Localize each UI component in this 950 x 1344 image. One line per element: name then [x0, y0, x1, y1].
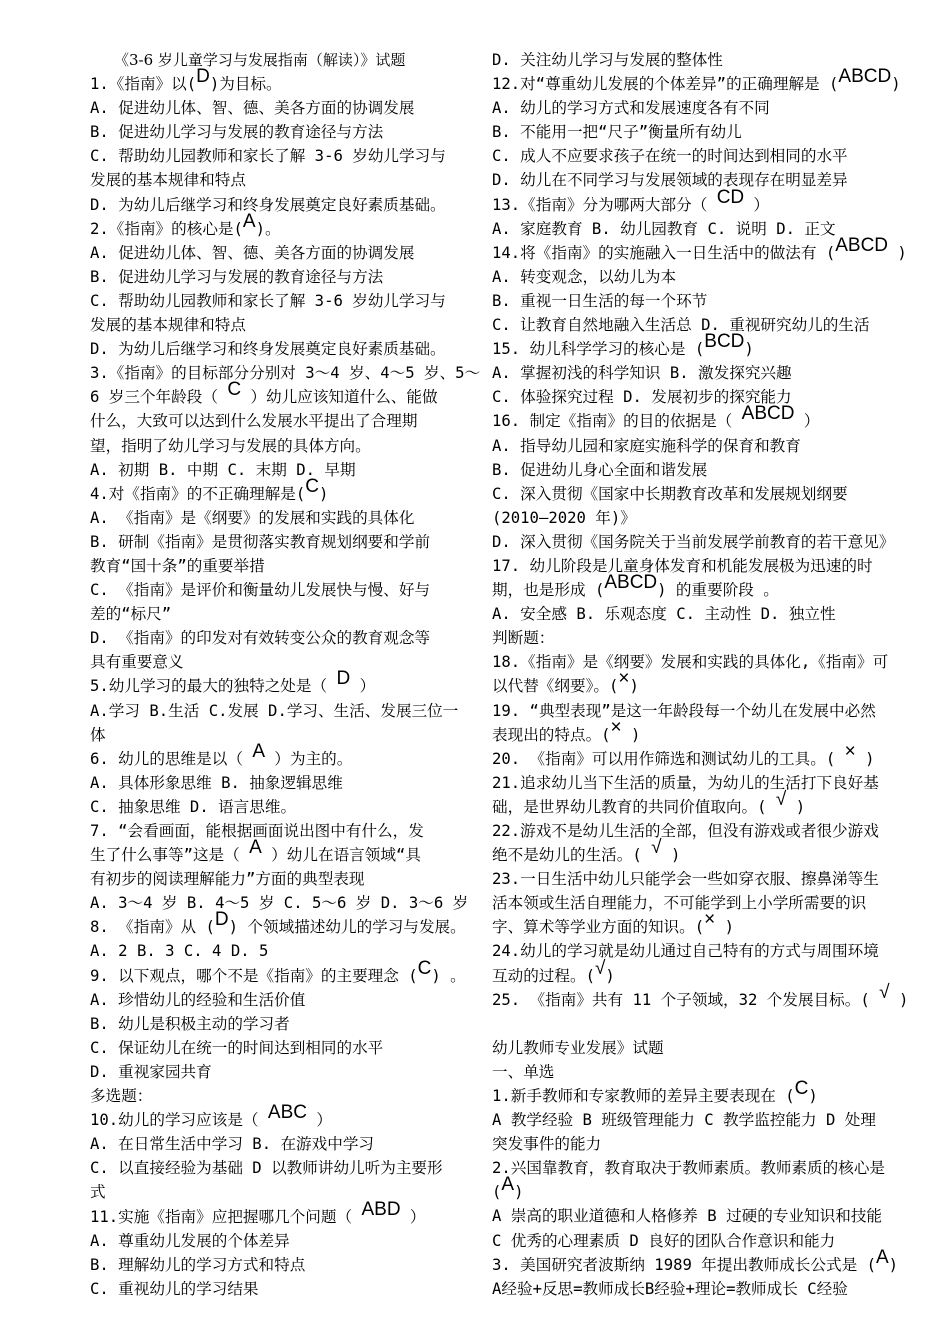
line-text: 以代替《纲要》。(: [492, 677, 619, 696]
line-text-tail: ）为主的。: [265, 749, 353, 768]
line-text-tail: ）幼儿应该知道什么、能做: [241, 388, 438, 407]
text-line: [90, 313, 465, 337]
line-text: 多选题：: [90, 1087, 153, 1106]
line-text: C. 以直接经验为基础 D 以教师讲幼儿听为主要形: [90, 1159, 443, 1178]
line-text: 发展的基本规律和特点: [90, 316, 246, 335]
line-text: 一、单选: [492, 1062, 555, 1081]
text-line: [90, 578, 465, 602]
text-line: [90, 554, 465, 578]
line-text-tail: ) 的重要阶段 。: [657, 581, 779, 600]
line-text: 什么，大致可以达到什么发展水平提出了合理期: [90, 412, 418, 431]
line-text: D. 幼儿在不同学习与发展领域的表现存在明显差异: [492, 171, 848, 190]
line-text: 表现出的特点。(: [492, 725, 611, 744]
line-text-tail: ): [786, 797, 806, 816]
line-text: A经验+反思=教师成长B经验+理论=教师成长 C经验: [492, 1279, 848, 1298]
handwritten-answer: ×: [704, 909, 716, 931]
text-line: [492, 530, 912, 554]
line-text: 19. “典型表现”是这一年龄段每一个幼儿在发展中必然: [492, 701, 876, 720]
text-line: [90, 626, 465, 650]
line-text-tail: ): [808, 1086, 818, 1105]
handwritten-answer: √: [651, 837, 662, 859]
handwritten-answer: ABD: [361, 1198, 401, 1220]
text-line: [90, 379, 465, 409]
text-line: [492, 66, 912, 96]
line-text: 互动的过程。(: [492, 966, 595, 985]
line-text: 12.对“尊重幼儿发展的个体差异”的正确理解是 (: [492, 75, 839, 94]
line-text: C. 体验探究过程 D. 发展初步的探究能力: [492, 388, 792, 407]
text-line: [90, 144, 465, 168]
line-text: A. 初期 B. 中期 C. 末期 D. 早期: [90, 460, 356, 479]
text-line: [492, 819, 912, 843]
line-text: 21.追求幼儿当下生活的质量，为幼儿的生活打下良好基: [492, 773, 879, 792]
line-text: 6 岁三个年龄段（: [90, 388, 228, 407]
text-line: [492, 1277, 912, 1301]
text-line: [90, 289, 465, 313]
line-text: A.学习 B.生活 C.发展 D.学习、生活、发展三位一: [90, 701, 459, 720]
text-line: [492, 361, 912, 385]
line-text: A. 具体形象思维 B. 抽象逻辑思维: [90, 773, 343, 792]
text-line: [90, 506, 465, 530]
handwritten-answer: D: [336, 668, 351, 690]
line-text: 教育“国十条”的重要举措: [90, 556, 265, 575]
text-line: [492, 1036, 912, 1060]
line-text: A. 安全感 B. 乐观态度 C. 主动性 D. 独立性: [492, 605, 836, 624]
left-column: [90, 48, 481, 1301]
handwritten-answer: A: [252, 740, 265, 762]
handwritten-answer: C: [417, 957, 432, 979]
text-line: [492, 1108, 912, 1132]
handwritten-answer: ×: [610, 716, 622, 738]
text-line: [492, 572, 912, 602]
line-text-tail: ): [621, 725, 641, 744]
line-text: C. 成人不应要求孩子在统一的时间达到相同的水平: [492, 147, 848, 166]
text-line: [90, 699, 465, 723]
line-text: A. 2 B. 3 C. 4 D. 5: [90, 942, 269, 961]
text-line: [90, 957, 466, 988]
line-text-tail: )为目标。: [209, 75, 282, 94]
line-text-tail: ) 个领域描述幼儿的学习与发展。: [228, 918, 466, 937]
text-line: [492, 788, 912, 819]
text-line: [492, 289, 912, 313]
line-text-tail: ): [891, 75, 901, 94]
text-line: [492, 909, 912, 939]
text-line: [492, 234, 912, 265]
line-text: 式: [90, 1183, 106, 1202]
line-text: D. 深入贯彻《国务院关于当前发展学前教育的若干意见》: [492, 532, 895, 551]
text-line: [492, 939, 912, 963]
line-text: A. 尊重幼儿发展的个体差异: [90, 1231, 290, 1250]
line-text: 22.游戏不是幼儿生活的全部，但没有游戏或者很少游戏: [492, 822, 879, 840]
text-line: [492, 1060, 912, 1084]
text-line: [492, 1174, 912, 1204]
text-line: [492, 867, 912, 891]
handwritten-answer: A: [501, 1174, 515, 1196]
handwritten-answer: ×: [844, 740, 856, 762]
handwritten-answer: C: [305, 475, 320, 497]
line-text: 6. 幼儿的思维是以（: [90, 749, 253, 768]
line-text: A. 珍惜幼儿的经验和生活价值: [90, 990, 306, 1009]
line-text: 2.兴国靠教育，教育取决于教师素质。教师素质的核心是: [492, 1159, 886, 1178]
line-text-tail: ）: [744, 195, 770, 214]
text-line: [492, 668, 912, 698]
text-line: [90, 193, 465, 217]
line-text-tail: ): [855, 749, 875, 768]
text-line: [492, 385, 912, 409]
text-line: [492, 554, 912, 578]
text-line: [492, 144, 912, 168]
line-text: 具有重要意义: [90, 653, 184, 672]
line-text: B. 不能用一把“尺子”衡量所有幼儿: [492, 123, 742, 142]
handwritten-answer: D: [196, 66, 210, 88]
text-line: [492, 506, 912, 530]
line-text: A. 转变观念，以幼儿为本: [492, 267, 677, 286]
line-text: B. 理解幼儿的学习方式和特点: [90, 1255, 306, 1274]
line-text: A. 《指南》是《纲要》的发展和实践的具体化: [90, 508, 415, 527]
text-line: [90, 1253, 465, 1277]
text-line: [90, 458, 465, 482]
text-line: [90, 867, 465, 891]
line-text: 发展的基本规律和特点: [90, 171, 246, 190]
handwritten-answer: ×: [618, 668, 630, 690]
text-line: [90, 1132, 465, 1156]
handwritten-answer: √: [594, 957, 606, 979]
text-line: [90, 1036, 465, 1060]
text-line: [492, 482, 912, 506]
line-text-tail: ）: [306, 1111, 332, 1130]
text-line: [90, 650, 465, 674]
line-text: D. 为幼儿后继学习和终身发展奠定良好素质基础。: [90, 340, 446, 359]
line-text-tail: )。: [255, 219, 281, 238]
text-line: [492, 313, 912, 337]
line-text-tail: ）: [400, 1207, 426, 1226]
line-text: A. 幼儿的学习方式和发展速度各有不同: [492, 99, 770, 118]
line-text-tail: ）: [350, 677, 376, 696]
line-text: B. 重视一日生活的每一个环节: [492, 291, 708, 310]
text-line: [492, 96, 912, 120]
text-line: [90, 1060, 465, 1084]
line-text: 有初步的阅读理解能力”方面的典型表现: [90, 870, 365, 889]
line-text: 24.幼儿的学习就是幼儿通过自己特有的方式与周围环境: [492, 942, 879, 961]
text-line: [90, 602, 465, 626]
line-text: C. 抽象思维 D. 语言思维。: [90, 797, 297, 816]
line-text: 差的“标尺”: [90, 605, 172, 624]
line-text-tail: ): [661, 846, 681, 865]
line-text: B. 幼儿是积极主动的学习者: [90, 1014, 290, 1033]
line-text: 1.新手教师和专家教师的差异主要表现在 (: [492, 1086, 795, 1105]
text-line: [90, 168, 465, 192]
document-title: [90, 48, 465, 72]
line-text: C. 保证幼儿在统一的时间达到相同的水平: [90, 1038, 384, 1057]
line-text: D. 为幼儿后继学习和终身发展奠定良好素质基础。: [90, 195, 446, 214]
text-line: [492, 458, 912, 482]
text-line: [90, 837, 465, 867]
line-text: 7. “会看画面，能根据画面说出图中有什么，发: [90, 822, 424, 840]
text-line: [492, 626, 912, 650]
text-line: [90, 337, 465, 361]
text-line: [90, 740, 465, 771]
line-text: A. 掌握初浅的科学知识 B. 激发探究兴趣: [492, 364, 792, 383]
line-text: 20. 《指南》可以用作筛选和测试幼儿的工具。(: [492, 749, 845, 768]
line-text-tail: ): [888, 1255, 899, 1274]
line-text: 18.《指南》是《纲要》发展和实践的具体化,《指南》可: [492, 653, 889, 672]
line-text: A 崇高的职业道德和人格修养 B 过硬的专业知识和技能: [492, 1207, 883, 1226]
text-line: [90, 909, 466, 939]
text-line: [90, 723, 465, 747]
right-column: [492, 48, 912, 1301]
text-line: [492, 120, 912, 144]
text-line: [90, 1180, 465, 1204]
handwritten-answer: √: [775, 788, 787, 810]
text-line: [492, 981, 912, 1012]
line-text: D. 《指南》的印发对有效转变公众的教育观念等: [90, 629, 431, 648]
line-text: A. 在日常生活中学习 B. 在游戏中学习: [90, 1135, 375, 1154]
line-text-tail: ）幼儿在语言领域“具: [261, 846, 421, 865]
line-text: A. 促进幼儿体、智、德、美各方面的协调发展: [90, 99, 415, 118]
line-text: C. 深入贯彻《国家中长期教育改革和发展规划纲要: [492, 484, 848, 503]
handwritten-answer: ABCD: [835, 234, 889, 256]
line-text: C. 《指南》是评价和衡量幼儿发展快与慢、好与: [90, 581, 431, 600]
line-text: D. 重视家园共育: [90, 1062, 212, 1081]
line-text: C. 帮助幼儿园教师和家长了解 3-6 岁幼儿学习与: [90, 291, 446, 310]
line-text: 16. 制定《指南》的目的依据是（: [492, 412, 742, 431]
line-text: 活本领或生活自理能力，不可能学到上小学所需要的识: [492, 894, 867, 913]
text-line: [90, 409, 465, 433]
handwritten-answer: CD: [716, 186, 745, 208]
text-line: [492, 168, 912, 192]
line-text-tail: ）: [794, 412, 820, 431]
handwritten-answer: A: [875, 1246, 889, 1268]
text-line: [90, 475, 465, 506]
text-line: [492, 403, 912, 433]
handwritten-answer: C: [794, 1077, 809, 1099]
line-text: 11.实施《指南》应把握哪几个问题（: [90, 1207, 362, 1226]
text-line: [90, 66, 465, 96]
text-line: [492, 1204, 912, 1228]
text-line: [492, 602, 912, 626]
text-line: [90, 819, 465, 843]
line-text-tail: ): [889, 990, 909, 1009]
line-text: B. 促进幼儿学习与发展的教育途径与方法: [90, 267, 384, 286]
handwritten-answer: D: [214, 909, 229, 931]
text-line: [492, 837, 912, 867]
line-text: 13.《指南》分为哪两大部分（: [492, 195, 717, 214]
line-text: 突发事件的能力: [492, 1135, 602, 1154]
line-text: 17. 幼儿阶段是儿童身体发育和机能发展极为迅速的时: [492, 556, 873, 575]
line-text: 生了什么事等”这是（: [90, 846, 250, 865]
text-line: [492, 1156, 912, 1180]
text-line: [492, 265, 912, 289]
handwritten-answer: √: [879, 981, 890, 1003]
text-line: [90, 96, 465, 120]
text-line: [90, 1229, 465, 1253]
line-text-tail: ): [715, 918, 734, 937]
text-line: [492, 699, 912, 723]
text-line: [90, 434, 465, 458]
line-text: 1.《指南》以(: [90, 75, 197, 94]
line-text-tail: ): [319, 484, 329, 503]
text-line: [492, 957, 912, 988]
line-text: 望，指明了幼儿学习与发展的具体方向。: [90, 436, 371, 455]
line-text: 2.《指南》的核心是(: [90, 219, 243, 238]
handwritten-answer: C: [227, 379, 242, 401]
line-text: 3. 美国研究者波斯纳 1989 年提出教师成长公式是 (: [492, 1255, 876, 1274]
text-line: [90, 530, 465, 554]
handwritten-answer: A: [242, 210, 256, 232]
text-line: [90, 120, 465, 144]
text-line: [90, 1277, 465, 1301]
text-line: [90, 668, 465, 698]
handwritten-answer: ABC: [267, 1102, 307, 1124]
line-text: B. 促进幼儿身心全面和谐发展: [492, 460, 708, 479]
line-text: 字、算术等学业方面的知识。(: [492, 918, 705, 937]
line-text: 23.一日生活中幼儿只能学会一些如穿衣服、擦鼻涕等生: [492, 870, 879, 889]
handwritten-answer: BCD: [704, 331, 745, 353]
line-text: 础，是世界幼儿教育的共同价值取向。(: [492, 797, 776, 816]
line-text-tail: ): [629, 677, 639, 696]
text-line: [90, 1012, 465, 1036]
line-text: 《3-6 岁儿童学习与发展指南（解读）》试题: [114, 51, 406, 69]
text-line: [492, 1077, 912, 1108]
line-text-tail: ): [888, 243, 907, 262]
line-text: 幼儿教师专业发展》试题: [492, 1038, 664, 1057]
text-line: [90, 795, 465, 819]
line-text: A. 促进幼儿体、智、德、美各方面的协调发展: [90, 243, 415, 262]
text-line: [492, 771, 912, 795]
line-text: 25. 《指南》共有 11 个子领域，32 个发展目标。(: [492, 990, 880, 1009]
line-text: (2010—2020 年)》: [492, 508, 636, 527]
line-text: B. 促进幼儿学习与发展的教育途径与方法: [90, 123, 384, 142]
text-line: [492, 186, 912, 217]
text-line: [90, 241, 465, 265]
line-text-tail: ) 。: [431, 966, 466, 985]
handwritten-answer: ABCD: [604, 572, 658, 594]
text-line: [492, 650, 912, 674]
line-text: 15. 幼儿科学学习的核心是 (: [492, 340, 705, 359]
text-line: [90, 771, 465, 795]
line-text: A. 家庭教育 B. 幼儿园教育 C. 说明 D. 正文: [492, 219, 836, 238]
line-text: 判断题：: [492, 629, 555, 648]
line-text: 绝不是幼儿的生活。(: [492, 846, 652, 865]
text-line: [90, 939, 465, 963]
text-line: [492, 1246, 912, 1277]
text-line: [492, 1229, 912, 1253]
text-line: [492, 1132, 912, 1156]
text-line: [90, 265, 465, 289]
line-text: A 教学经验 B 班级管理能力 C 教学监控能力 D 处理: [492, 1111, 876, 1130]
text-line: [90, 1198, 465, 1229]
line-text: 9. 以下观点，哪个不是《指南》的主要理念 (: [90, 966, 418, 985]
text-line: [90, 210, 465, 241]
line-text: 10.幼儿的学习应该是（: [90, 1111, 268, 1130]
text-line: [90, 988, 465, 1012]
line-text: 4.对《指南》的不正确理解是(: [90, 484, 306, 503]
handwritten-answer: A: [249, 837, 262, 859]
line-text: B. 研制《指南》是贯彻落实教育规划纲要和学前: [90, 532, 431, 551]
line-text: 14.将《指南》的实施融入一日生活中的做法有 (: [492, 243, 836, 262]
blank-line: [492, 1012, 912, 1036]
line-text-tail: ): [514, 1183, 524, 1202]
line-text: 体: [90, 725, 106, 744]
line-text: 期，也是形成 (: [492, 581, 605, 600]
line-text: (: [492, 1183, 502, 1202]
text-line: [90, 1156, 465, 1180]
line-text-tail: ): [605, 966, 615, 985]
text-line: [90, 1102, 465, 1132]
text-line: [492, 331, 912, 361]
line-text: 5.幼儿学习的最大的独特之处是（: [90, 677, 337, 696]
line-text: A. 指导幼儿园和家庭实施科学的保育和教育: [492, 436, 801, 455]
line-text: A. 3～4 岁 B. 4～5 岁 C. 5～6 岁 D. 3～6 岁: [90, 894, 469, 913]
handwritten-answer: ABCD: [741, 403, 795, 425]
line-text: 8. 《指南》从 (: [90, 918, 215, 937]
line-text-tail: ): [744, 340, 754, 359]
text-line: [90, 361, 481, 385]
text-line: [492, 740, 912, 771]
line-text: C. 帮助幼儿园教师和家长了解 3-6 岁幼儿学习与: [90, 147, 446, 166]
line-text: C 优秀的心理素质 D 良好的团队合作意识和能力: [492, 1231, 836, 1250]
line-text: C. 让教育自然地融入生活总 D. 重视研究幼儿的生活: [492, 316, 870, 335]
line-text: 3.《指南》的目标部分分别对 3～4 岁、4～5 岁、5～: [90, 364, 481, 383]
handwritten-answer: ABCD: [838, 66, 892, 88]
line-text: C. 重视幼儿的学习结果: [90, 1279, 259, 1298]
text-line: [492, 434, 912, 458]
text-line: [492, 891, 912, 915]
line-text: D. 关注幼儿学习与发展的整体性: [492, 51, 723, 69]
text-line: [90, 891, 469, 915]
